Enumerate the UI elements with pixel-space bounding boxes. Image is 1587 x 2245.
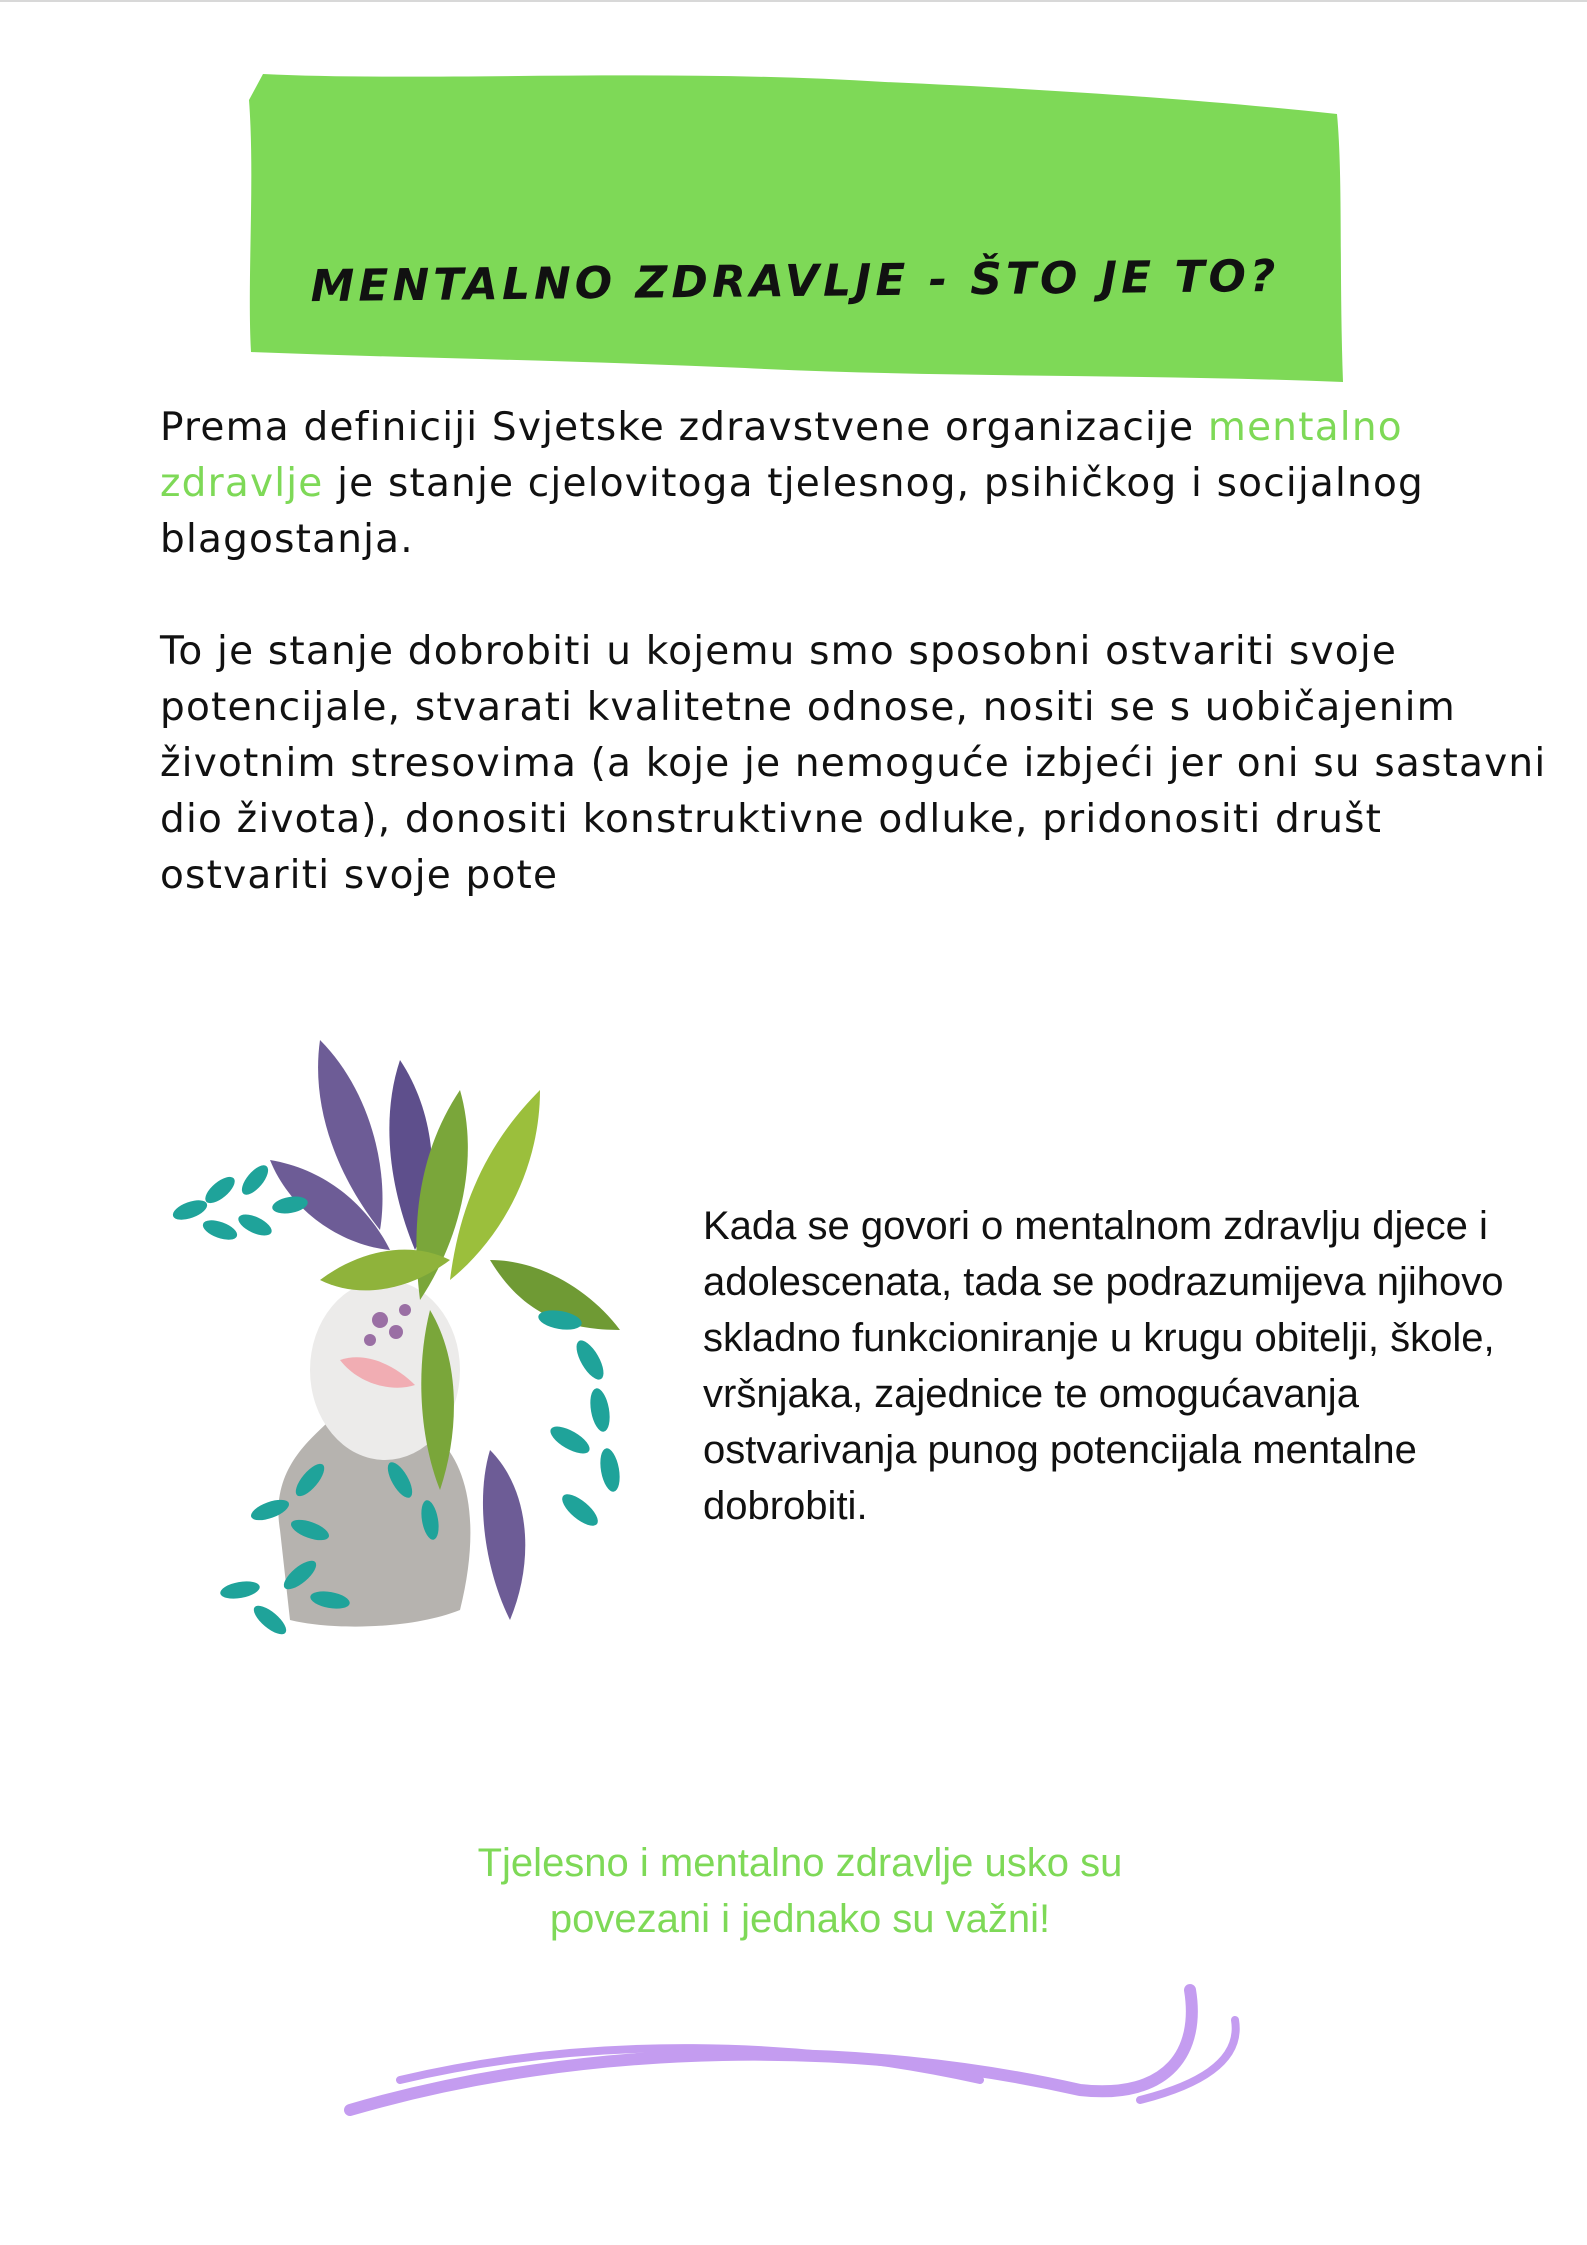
top-divider: [0, 0, 1587, 2]
intro-text-part: je stanje cjelovitoga tjelesnog, psihičkog i socijalnog blagostanja.: [160, 461, 1424, 562]
intro-text: [160, 400, 1560, 904]
children-mental-health-text: Kada se govori o mentalnom zdravlju djece i adolescenata, tada se podrazumijeva njihovo skladno funkcioniranje u krugu obitelji, škole, vršnjaka, zajednice te omogućavanja ostvarivanja punog potencijala mentalne dobrobiti.: [703, 1204, 1504, 1528]
intro-paragraph-2: To je stanje dobrobiti u kojemu smo sposobni ostvariti svoje potencijale, stvarati kvalitetne odnose, nositi se s uobičajenim životnim stresovima (a koje je nemoguće izbjeći jer oni su sastavni dio života), donositi konstruktivne odluke, pridonositi društ ostvariti svoje pote: [160, 629, 1547, 898]
plant-head-vase-illustration: [160, 1030, 680, 1670]
page-title: MENTALNO ZDRAVLJE - ŠTO JE TO?: [310, 250, 1280, 313]
plant-illustration-icon: [160, 1030, 680, 1670]
closing-quote: Tjelesno i mentalno zdravlje usko su povezani i jednako su važni!: [477, 1841, 1123, 1941]
purple-swoosh-decoration: [340, 1980, 1260, 2130]
highlight-mentalno-zdravlje: mentalno zdravlje: [160, 405, 1403, 506]
green-brush-shape: [245, 60, 1345, 390]
intro-paragraph-1: [160, 400, 1560, 568]
intro-text-part: Prema definiciji Svjetske zdravstvene organizacije: [160, 405, 1208, 450]
title-banner: [245, 60, 1345, 390]
